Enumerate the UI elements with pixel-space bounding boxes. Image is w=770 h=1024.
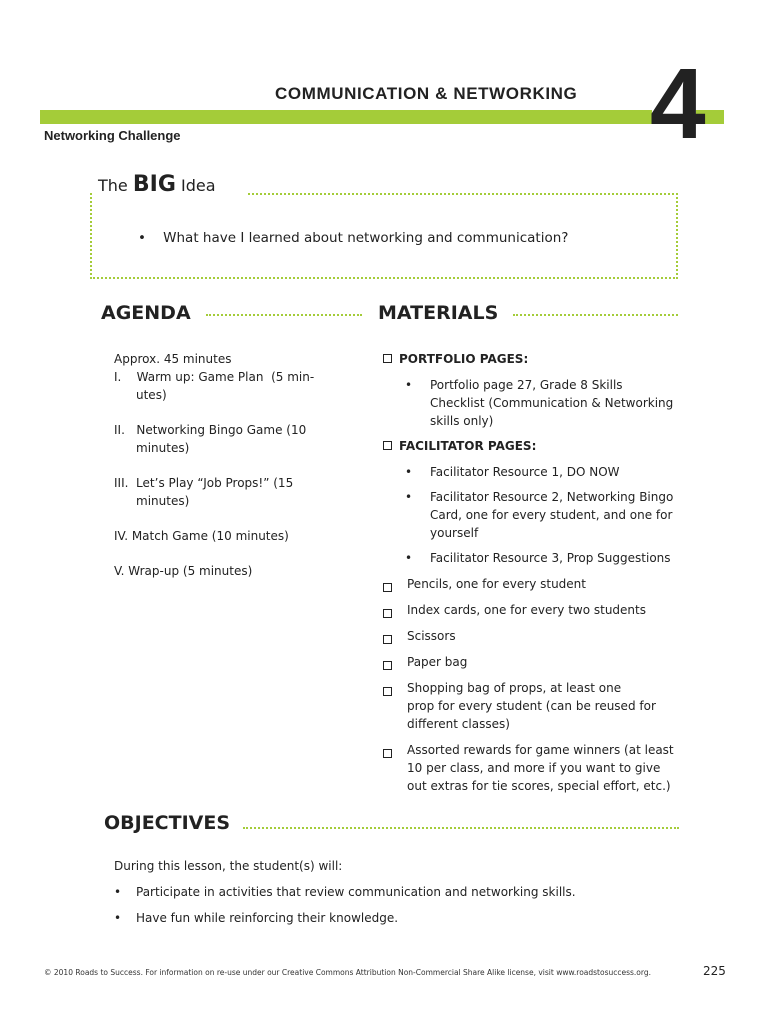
materials-heading: MATERIALS	[378, 302, 499, 324]
list-item: Index cards, one for every two students	[383, 601, 683, 619]
chapter-number: 4	[650, 48, 706, 160]
bullet-icon: •	[114, 885, 122, 899]
agenda-item: II. Networking Bingo Game (10	[114, 423, 307, 437]
big-idea-question: What have I learned about networking and communication?	[163, 230, 569, 246]
agenda-divider	[206, 314, 362, 316]
lesson-title: Networking Challenge	[44, 128, 181, 143]
list-item: Paper bag	[383, 653, 683, 671]
big-idea-title	[98, 172, 222, 197]
big-idea-idea: Idea	[180, 176, 216, 195]
list-item: • Have fun while reinforcing their knowledge.	[114, 911, 399, 925]
bullet-icon: •	[405, 465, 413, 479]
objectives-list	[114, 857, 674, 927]
agenda-item: V. Wrap-up (5 minutes)	[114, 564, 253, 578]
agenda-item-cont: minutes)	[136, 441, 190, 455]
bullet-icon: •	[405, 378, 413, 392]
list-item: • Facilitator Resource 2, Networking Bingo Card, one for every student, and one for yourself	[405, 490, 674, 540]
list-item: • Facilitator Resource 3, Prop Suggestions	[405, 551, 671, 565]
bullet-icon: •	[405, 551, 413, 565]
agenda-list	[114, 350, 344, 580]
checkbox-icon	[383, 749, 392, 758]
checkbox-icon	[383, 583, 392, 592]
materials-divider	[513, 314, 678, 316]
agenda-item: III. Let’s Play “Job Props!” (15	[114, 476, 294, 490]
agenda-item: I. Warm up: Game Plan (5 min-	[114, 370, 315, 384]
materials-list	[383, 350, 683, 795]
objectives-heading: OBJECTIVES	[104, 812, 231, 834]
agenda-item: IV. Match Game (10 minutes)	[114, 529, 289, 543]
list-item: • Facilitator Resource 1, DO NOW	[405, 465, 620, 479]
checkbox-icon	[383, 661, 392, 670]
agenda-item-cont: utes)	[136, 388, 167, 402]
objectives-intro: During this lesson, the student(s) will:	[114, 859, 343, 873]
list-item: • Portfolio page 27, Grade 8 Skills Checklist (Communication & Networking skills only)	[405, 378, 674, 428]
bullet-icon: •	[405, 490, 413, 504]
bullet-icon: •	[138, 230, 164, 246]
checkbox-icon	[383, 635, 392, 644]
big-idea-big: BIG	[132, 172, 176, 197]
portfolio-pages-label: PORTFOLIO PAGES:	[383, 350, 683, 368]
checkbox-icon	[383, 609, 392, 618]
checkbox-icon	[383, 354, 392, 363]
list-item: Assorted rewards for game winners (at least 10 per class, and more if you want to give out extras for tie scores, special effort, etc.)	[383, 741, 683, 795]
checkbox-icon	[383, 687, 392, 696]
facilitator-pages-label: FACILITATOR PAGES:	[383, 437, 683, 455]
footer-copyright: © 2010 Roads to Success. For information on re-use under our Creative Commons Attribution Non-Commercial Share Alike license, visit www.roadstosuccess.org.	[44, 968, 651, 977]
checkbox-icon	[383, 441, 392, 450]
big-idea-the: The	[98, 176, 128, 195]
list-item: • Participate in activities that review communication and networking skills.	[114, 885, 576, 899]
bullet-icon: •	[114, 911, 122, 925]
list-item: Pencils, one for every student	[383, 575, 683, 593]
agenda-duration: Approx. 45 minutes	[114, 352, 232, 366]
page-number: 225	[703, 964, 726, 978]
objectives-divider	[243, 827, 679, 829]
list-item: Shopping bag of props, at least one prop for every student (can be reused for different classes)	[383, 679, 683, 733]
agenda-item-cont: minutes)	[136, 494, 190, 508]
agenda-heading: AGENDA	[101, 302, 191, 324]
chapter-title: COMMUNICATION & NETWORKING	[275, 84, 578, 103]
list-item: Scissors	[383, 627, 683, 645]
big-idea-bullet	[138, 230, 568, 246]
header-accent-bar	[40, 110, 652, 124]
big-idea-top-border	[248, 193, 678, 195]
